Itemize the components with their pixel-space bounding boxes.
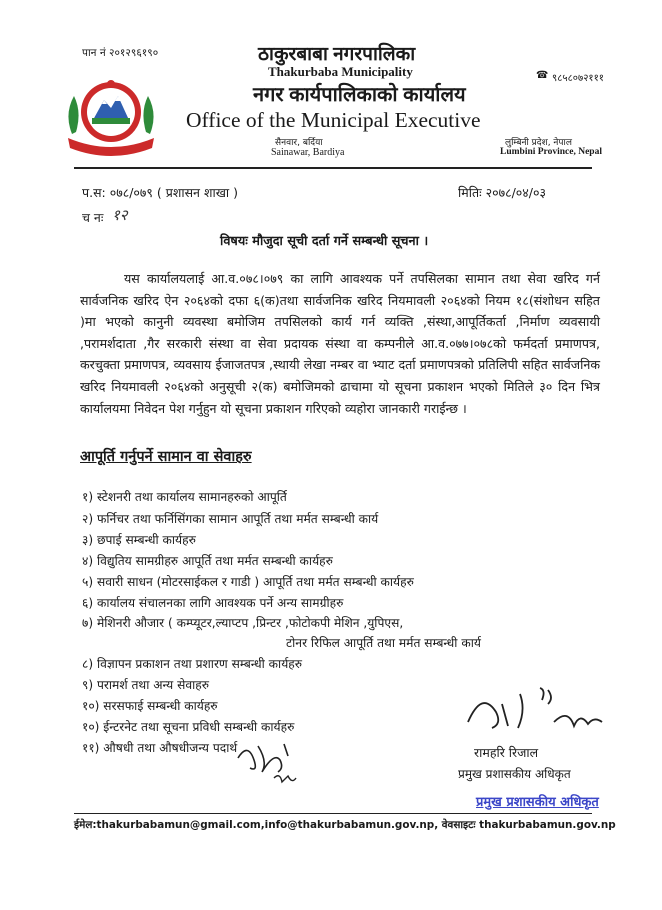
signatory-title: प्रमुख प्रशासकीय अधिकृत: [458, 767, 571, 781]
official-stamp: प्रमुख प्रशासकीय अधिकृत: [476, 795, 599, 810]
initials-signature-icon: [234, 738, 304, 788]
municipality-name-en: Thakurbaba Municipality: [268, 64, 413, 79]
province-en: Lumbini Province, Nepal: [500, 147, 602, 157]
location-np: सैनवार, बर्दिया: [275, 138, 323, 148]
office-name-en: Office of the Municipal Executive: [186, 108, 481, 132]
footer-contact: ईमेल:thakurbabamun@gmail.com,info@thakurbabamun.gov.np, वेवसाइटः thakurbabamun.gov.np: [74, 819, 616, 831]
list-item: ९) परामर्श तथा अन्य सेवाहरु: [82, 678, 210, 692]
province-np: लुम्बिनी प्रदेश, नेपाल: [505, 138, 572, 148]
list-item-continuation: टोनर रिफिल आपूर्ति तथा मर्मत सम्बन्धी कार्य: [286, 636, 481, 650]
location-en: Sainawar, Bardiya: [271, 147, 345, 158]
list-item: ७) मेशिनरी औजार ( कम्प्यूटर,ल्याप्टप ,प्रिन्टर ,फोटोकपी मेशिन ,युपिएस,: [82, 616, 404, 630]
list-item: १) स्टेशनरी तथा कार्यालय सामानहरुको आपूर्ति: [82, 490, 287, 504]
office-name-np: नगर कार्यपालिकाको कार्यालय: [253, 84, 466, 106]
pan-number: पान नं २०१२९६१९०: [82, 47, 159, 59]
list-item: ५) सवारी साधन (मोटरसाईकल र गाडी ) आपूर्ति तथा मर्मत सम्बन्धी कार्यहरु: [82, 575, 414, 589]
municipality-name-np: ठाकुरबाबा नगरपालिका: [258, 44, 416, 65]
list-item: ११) औषधी तथा औषधीजन्य पदार्थ: [82, 741, 238, 755]
header-divider: [74, 167, 592, 169]
signatory-name: रामहरि रिजाल: [474, 745, 539, 760]
dispatch-number: १२: [112, 206, 128, 224]
list-item: ६) कार्यालय संचालनका लागि आवश्यक पर्ने अन्य सामग्रीहरु: [82, 596, 344, 610]
list-item: २) फर्निचर तथा फर्निसिंगका सामान आपूर्ति तथा मर्मत सम्बन्धी कार्य: [82, 512, 379, 526]
reference-number: प.स: ०७८/०७९ ( प्रशासन शाखा ): [82, 185, 239, 200]
list-item: ८) विज्ञापन प्रकाशन तथा प्रशारण सम्बन्धी कार्यहरु: [82, 657, 303, 671]
signature-icon: [462, 682, 612, 740]
list-item: ३) छपाई सम्बन्धी कार्यहरु: [82, 533, 196, 547]
dispatch-label: च नः: [82, 210, 104, 225]
notice-body: यस कार्यालयलाई आ.व.०७८।०७९ का लागि आवश्यक पर्ने तपसिलका सामान तथा सेवा खरिद गर्न सार्वजनिक खरिद ऐन २०६४को दफा ६(क)तथा सार्वजनिक खरिद नियमावली २०६४को नियम १८(संशोधन सहित )मा भएको कानुनी व्यवस्था बमोजिम तपसिलको कार्य गर्न व्यक्ति ,संस्था,आपूर्तिकर्ता ,निर्माण व्यवसायी ,परामर्शदाता ,गैर सरकारी संस्था वा सेवा प्रदायक संस्था वा कम्पनीले आ.व.०७७।०७८को फर्मदर्ता प्रमाणपत्र, करचुक्ता प्रमाणपत्र, व्यवसाय ईजाजतपत्र ,स्थायी लेखा नम्बर वा भ्याट दर्ता प्रमाणपत्रको प्रतिलिपी सहित सार्वजनिक खरिद नियमावली २०६४को अनुसूची २(क) बमोजिमको ढाचामा यो सूचना प्रकाशन भएको मितिले ३० दिन भित्र कार्यालयमा निवेदन पेश गर्नुहुन यो सूचना प्रकाशन गरिएको व्यहोरा जानकारी गराईन्छ ।: [80, 271, 600, 416]
list-item: १०) सरसफाई सम्बन्धी कार्यहरु: [82, 699, 218, 713]
list-item: १०) ईन्टरनेट तथा सूचना प्रविधी सम्बन्धी कार्यहरु: [82, 720, 295, 734]
letter-date: मितिः २०७८/०४/०३: [458, 185, 546, 200]
nepal-emblem-icon: [62, 74, 160, 160]
list-item: ४) विद्युतिय सामग्रीहरु आपूर्ति तथा मर्मत सम्बन्धी कार्यहरु: [82, 554, 333, 568]
subject-line: विषयः मौजुदा सूची दर्ता गर्ने सम्बन्धी सूचना ।: [220, 234, 429, 249]
phone-number: ९८५८०७२१११: [552, 73, 604, 84]
footer-divider: [74, 813, 592, 814]
phone-icon: ☎: [536, 70, 549, 81]
section-heading: आपूर्ति गर्नुपर्ने सामान वा सेवाहरु: [80, 449, 252, 465]
